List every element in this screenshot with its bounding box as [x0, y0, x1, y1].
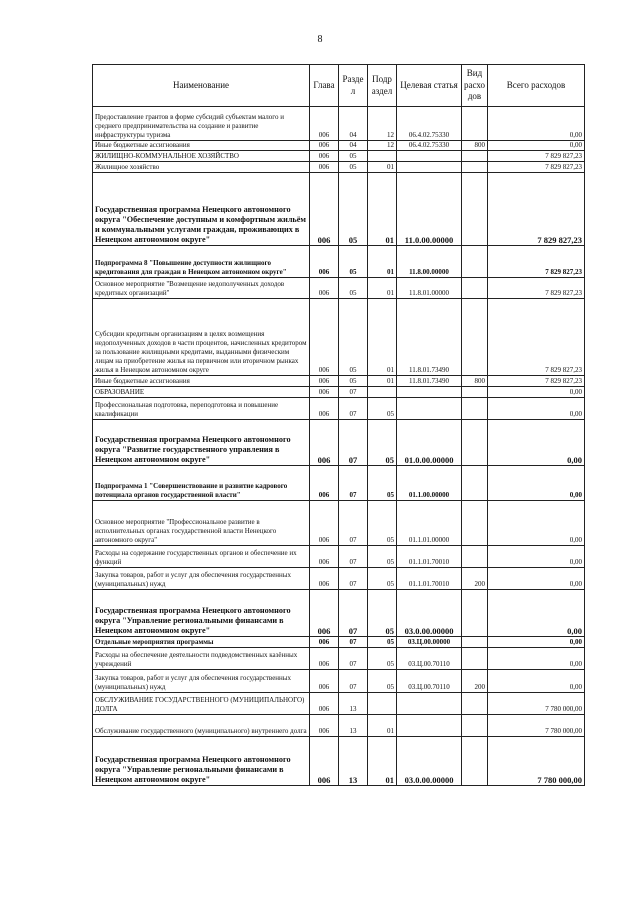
table-row [93, 398, 585, 420]
row-statya: 03.0.00.00000 [397, 737, 462, 786]
row-name: Государственная программа Ненецкого автономного округа "Обеспечение доступным и комфортным жильём и коммунальными услугами граждан, проживающих в Ненецком автономном округе" [93, 173, 310, 246]
row-podrazdel: 01 [368, 299, 397, 376]
table-row [93, 715, 585, 737]
header-glava: Глава [310, 65, 339, 107]
row-sum: 0,00 [488, 420, 585, 466]
row-podrazdel: 05 [368, 637, 397, 648]
row-name: Государственная программа Ненецкого автономного округа "Управление региональными финансами в Ненецком автономном округе" [93, 737, 310, 786]
row-sum: 7 780 000,00 [488, 715, 585, 737]
row-statya: 03.Ц.00.70110 [397, 670, 462, 693]
row-sum: 0,00 [488, 637, 585, 648]
row-vid: 800 [462, 376, 488, 387]
row-sum: 7 829 827,23 [488, 376, 585, 387]
table-row [93, 278, 585, 299]
row-glava: 006 [310, 299, 339, 376]
row-vid [462, 107, 488, 141]
row-glava: 006 [310, 568, 339, 590]
row-glava: 006 [310, 398, 339, 420]
row-name: ОБРАЗОВАНИЕ [93, 387, 310, 398]
row-statya: 01.1.01.70010 [397, 568, 462, 590]
row-razdel: 07 [339, 568, 368, 590]
row-podrazdel: 05 [368, 568, 397, 590]
row-statya: 11.8.01.00000 [397, 278, 462, 299]
row-razdel: 04 [339, 107, 368, 141]
row-podrazdel: 05 [368, 420, 397, 466]
row-glava: 006 [310, 715, 339, 737]
row-glava: 006 [310, 546, 339, 568]
row-razdel: 07 [339, 466, 368, 501]
table-row [93, 546, 585, 568]
row-name: Расходы на содержание государственных органов и обеспечение их функций [93, 546, 310, 568]
row-glava: 006 [310, 278, 339, 299]
row-podrazdel: 01 [368, 376, 397, 387]
row-vid [462, 466, 488, 501]
budget-table [92, 64, 585, 786]
row-statya: 01.1.01.00000 [397, 501, 462, 546]
row-podrazdel: 05 [368, 398, 397, 420]
row-glava: 006 [310, 376, 339, 387]
row-sum: 0,00 [488, 501, 585, 546]
row-sum: 0,00 [488, 568, 585, 590]
row-statya [397, 693, 462, 715]
row-name: Основное мероприятие "Возмещение недополученных доходов кредитных организаций" [93, 278, 310, 299]
row-name: ЖИЛИЩНО-КОММУНАЛЬНОЕ ХОЗЯЙСТВО [93, 151, 310, 162]
row-vid: 200 [462, 670, 488, 693]
row-name: Отдельные мероприятия программы [93, 637, 310, 648]
row-statya: 11.8.00.00000 [397, 246, 462, 278]
row-podrazdel: 12 [368, 141, 397, 151]
table-row [93, 693, 585, 715]
row-statya [397, 715, 462, 737]
table-row [93, 590, 585, 637]
header-row [93, 65, 585, 107]
row-glava: 006 [310, 670, 339, 693]
row-podrazdel: 05 [368, 501, 397, 546]
row-razdel: 05 [339, 376, 368, 387]
row-razdel: 07 [339, 546, 368, 568]
table-row [93, 107, 585, 141]
row-sum: 7 829 827,23 [488, 151, 585, 162]
row-sum: 7 829 827,23 [488, 162, 585, 173]
row-glava: 006 [310, 151, 339, 162]
row-podrazdel: 05 [368, 466, 397, 501]
table-row [93, 501, 585, 546]
row-razdel: 05 [339, 162, 368, 173]
page-number: 8 [317, 34, 323, 45]
row-sum: 0,00 [488, 107, 585, 141]
row-name: Иные бюджетные ассигнования [93, 376, 310, 387]
row-name: Жилищное хозяйство [93, 162, 310, 173]
row-glava: 006 [310, 162, 339, 173]
row-vid [462, 637, 488, 648]
header-razdel: Разде л [339, 65, 368, 107]
row-statya [397, 398, 462, 420]
row-vid [462, 387, 488, 398]
row-statya [397, 387, 462, 398]
row-vid [462, 162, 488, 173]
table-row [93, 420, 585, 466]
row-statya: 01.1.00.00000 [397, 466, 462, 501]
row-sum: 7 829 827,23 [488, 278, 585, 299]
row-razdel: 07 [339, 420, 368, 466]
row-vid [462, 151, 488, 162]
row-name: Закупка товаров, работ и услуг для обеспечения государственных (муниципальных) нужд [93, 568, 310, 590]
row-razdel: 05 [339, 151, 368, 162]
row-name: Государственная программа Ненецкого автономного округа "Управление региональными финансами в Ненецком автономном округе" [93, 590, 310, 637]
row-sum: 0,00 [488, 141, 585, 151]
row-razdel: 13 [339, 737, 368, 786]
row-podrazdel [368, 693, 397, 715]
row-vid [462, 173, 488, 246]
row-name: Субсидии кредитным организациям в целях возмещения недополученных доходов в части процентов, начисленных кредитором за пользование жилищными кредитами, выданными физическим лицам на приобретение жилья на первичном или вторичном рынках жилья в Ненецком автономном округе [93, 299, 310, 376]
table-row [93, 246, 585, 278]
row-vid [462, 648, 488, 670]
row-sum: 0,00 [488, 648, 585, 670]
table-row [93, 648, 585, 670]
row-name: Обслуживание государственного (муниципального) внутреннего долга [93, 715, 310, 737]
row-podrazdel: 05 [368, 648, 397, 670]
row-vid: 800 [462, 141, 488, 151]
row-razdel: 13 [339, 693, 368, 715]
row-sum: 7 780 000,00 [488, 737, 585, 786]
table-row [93, 737, 585, 786]
row-vid [462, 278, 488, 299]
row-name: Государственная программа Ненецкого автономного округа "Развитие государственного управления в Ненецком автономном округе" [93, 420, 310, 466]
row-statya: 11.8.01.73490 [397, 376, 462, 387]
header-sum: Всего расходов [488, 65, 585, 107]
row-vid [462, 501, 488, 546]
row-name: Иные бюджетные ассигнования [93, 141, 310, 151]
row-sum: 0,00 [488, 546, 585, 568]
row-podrazdel: 05 [368, 590, 397, 637]
header-name: Наименование [93, 65, 310, 107]
row-sum: 0,00 [488, 387, 585, 398]
row-podrazdel: 01 [368, 173, 397, 246]
row-podrazdel: 05 [368, 546, 397, 568]
row-name: Предоставление грантов в форме субсидий субъектам малого и среднего предпринимательства на создание и развитие инфраструктуры туризма [93, 107, 310, 141]
row-glava: 006 [310, 173, 339, 246]
row-podrazdel: 01 [368, 715, 397, 737]
row-podrazdel: 12 [368, 107, 397, 141]
row-name: Расходы на обеспечение деятельности подведомственных казённых учреждений [93, 648, 310, 670]
row-razdel: 13 [339, 715, 368, 737]
row-sum: 0,00 [488, 590, 585, 637]
row-vid [462, 737, 488, 786]
row-vid [462, 715, 488, 737]
row-podrazdel: 01 [368, 246, 397, 278]
row-razdel: 07 [339, 670, 368, 693]
row-glava: 006 [310, 648, 339, 670]
row-glava: 006 [310, 637, 339, 648]
row-podrazdel: 01 [368, 737, 397, 786]
row-vid [462, 693, 488, 715]
table-row [93, 141, 585, 151]
row-name: Основное мероприятие "Профессиональное развитие в исполнительных органах государственной власти Ненецкого автономного округа" [93, 501, 310, 546]
row-name: ОБСЛУЖИВАНИЕ ГОСУДАРСТВЕННОГО (МУНИЦИПАЛЬНОГО) ДОЛГА [93, 693, 310, 715]
row-razdel: 07 [339, 648, 368, 670]
row-statya: 01.1.01.70010 [397, 546, 462, 568]
row-sum: 7 780 000,00 [488, 693, 585, 715]
row-podrazdel [368, 151, 397, 162]
row-name: Профессиональная подготовка, переподготовка и повышение квалификации [93, 398, 310, 420]
row-statya: 11.0.00.00000 [397, 173, 462, 246]
row-podrazdel [368, 387, 397, 398]
row-glava: 006 [310, 737, 339, 786]
row-razdel: 05 [339, 173, 368, 246]
table-row [93, 637, 585, 648]
table-row [93, 376, 585, 387]
row-statya: 06.4.02.75330 [397, 141, 462, 151]
row-razdel: 07 [339, 501, 368, 546]
table-row [93, 299, 585, 376]
row-statya [397, 162, 462, 173]
row-glava: 006 [310, 501, 339, 546]
row-statya: 11.8.01.73490 [397, 299, 462, 376]
row-glava: 006 [310, 387, 339, 398]
row-sum: 0,00 [488, 398, 585, 420]
row-razdel: 05 [339, 278, 368, 299]
row-podrazdel: 05 [368, 670, 397, 693]
table-row [93, 387, 585, 398]
row-vid [462, 246, 488, 278]
row-statya: 03.0.00.00000 [397, 590, 462, 637]
row-name: Подпрограмма 1 "Совершенствование и развитие кадрового потенциала органов государственной власти" [93, 466, 310, 501]
row-vid [462, 299, 488, 376]
header-podrazdel: Подр аздел [368, 65, 397, 107]
row-glava: 006 [310, 107, 339, 141]
row-sum: 7 829 827,23 [488, 173, 585, 246]
row-podrazdel: 01 [368, 162, 397, 173]
table-row [93, 173, 585, 246]
row-razdel: 07 [339, 398, 368, 420]
row-statya: 06.4.02.75330 [397, 107, 462, 141]
row-glava: 006 [310, 141, 339, 151]
row-razdel: 07 [339, 387, 368, 398]
header-vid: Вид расхо дов [462, 65, 488, 107]
row-razdel: 07 [339, 637, 368, 648]
row-sum: 7 829 827,23 [488, 246, 585, 278]
row-name: Закупка товаров, работ и услуг для обеспечения государственных (муниципальных) нужд [93, 670, 310, 693]
row-name: Подпрограмма 8 "Повышение доступности жилищного кредитования для граждан в Ненецком автономном округе" [93, 246, 310, 278]
row-glava: 006 [310, 246, 339, 278]
row-statya: 03.Ц.00.70110 [397, 648, 462, 670]
row-razdel: 05 [339, 246, 368, 278]
header-statya: Целевая статья [397, 65, 462, 107]
row-glava: 006 [310, 693, 339, 715]
table-row [93, 670, 585, 693]
row-vid [462, 546, 488, 568]
row-vid [462, 398, 488, 420]
row-sum: 7 829 827,23 [488, 299, 585, 376]
row-razdel: 05 [339, 299, 368, 376]
row-glava: 006 [310, 466, 339, 501]
row-podrazdel: 01 [368, 278, 397, 299]
row-glava: 006 [310, 420, 339, 466]
row-sum: 0,00 [488, 466, 585, 501]
table-row [93, 568, 585, 590]
row-sum: 0,00 [488, 670, 585, 693]
row-vid: 200 [462, 568, 488, 590]
row-razdel: 07 [339, 590, 368, 637]
row-statya [397, 151, 462, 162]
row-glava: 006 [310, 590, 339, 637]
row-vid [462, 420, 488, 466]
table-row [93, 466, 585, 501]
row-statya: 01.0.00.00000 [397, 420, 462, 466]
table-row [93, 162, 585, 173]
table-row [93, 151, 585, 162]
row-razdel: 04 [339, 141, 368, 151]
row-vid [462, 590, 488, 637]
row-statya: 03.Ц.00.00000 [397, 637, 462, 648]
